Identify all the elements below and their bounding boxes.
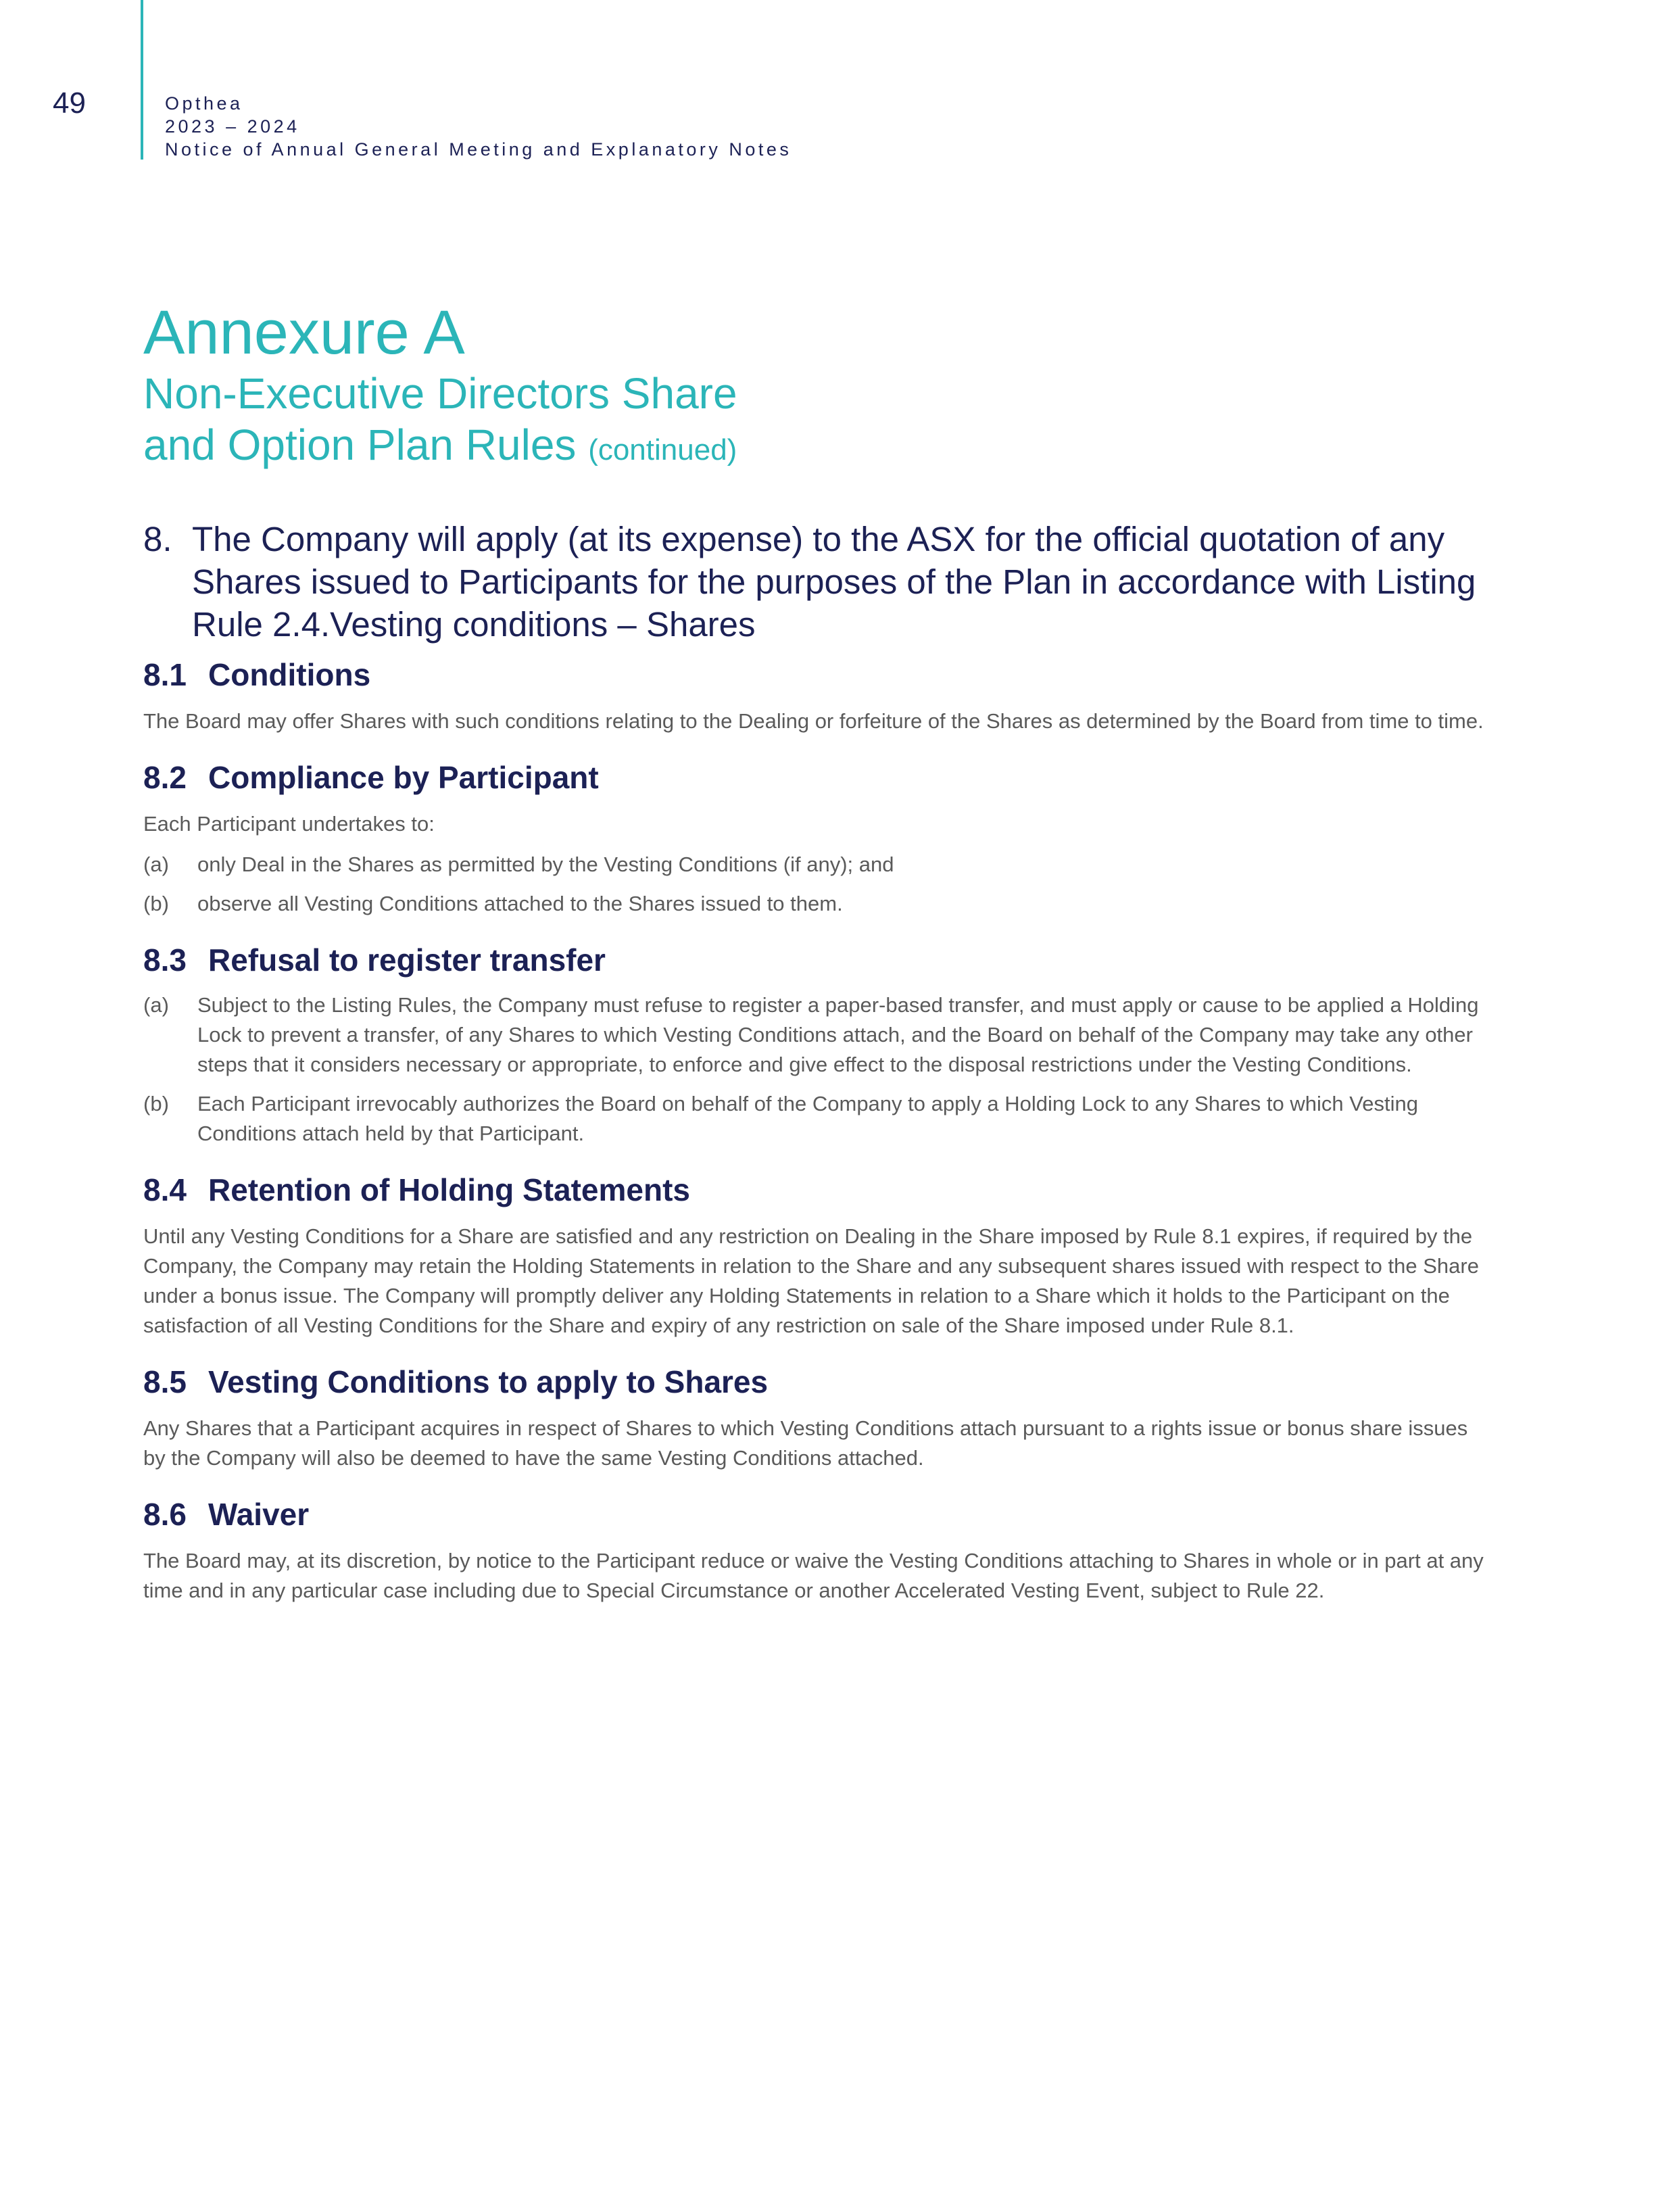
section-8-3 — [143, 940, 1495, 1149]
list-item-text: observe all Vesting Conditions attached to the Shares issued to them. — [197, 892, 843, 915]
list-item — [143, 850, 1495, 880]
section-8-2-heading — [143, 758, 1495, 797]
section-8-6-title: Waiver — [208, 1497, 310, 1532]
section-8-4-body: Until any Vesting Conditions for a Share are satisfied and any restriction on Dealing in the Share imposed by Rule 8.1 expires, if required by the Company, the Company may retain the Holding Statements in relation to the Share and any subsequent shares issued with respect to the Share under a bonus issue. The Company will promptly deliver any Holding Statements in relation to a Share which it holds to the Participant on the satisfaction of all Vesting Conditions for the Share and expiry of any restriction on sale of the Share imposed under Rule 8.1. — [143, 1224, 1479, 1337]
header-document-title: Notice of Annual General Meeting and Explanatory Notes — [165, 139, 792, 160]
section-8-4-title: Retention of Holding Statements — [208, 1172, 690, 1207]
list-marker: (b) — [143, 1092, 169, 1115]
section-8-number: 8. — [143, 520, 172, 558]
section-8-3-heading — [143, 940, 1495, 980]
section-8-1-title: Conditions — [208, 657, 371, 692]
section-8-text: The Company will apply (at its expense) to the ASX for the official quotation of any Shares issued to Participants for the purposes of the Plan in accordance with Listing Rule 2.4.Vesting conditions – Shares — [192, 520, 1476, 644]
running-header — [165, 92, 792, 161]
section-8-4 — [143, 1170, 1495, 1341]
section-8-2-title: Compliance by Participant — [208, 760, 599, 795]
section-8-6-number: 8.6 — [143, 1497, 187, 1532]
section-8-4-number: 8.4 — [143, 1172, 187, 1207]
annexure-subtitle — [143, 368, 1495, 476]
annexure-title: Annexure A — [143, 298, 465, 367]
list-item — [143, 990, 1495, 1080]
section-8-5-heading — [143, 1362, 1495, 1401]
list-marker: (b) — [143, 892, 169, 915]
list-item-text: Subject to the Listing Rules, the Company must refuse to register a paper-based transfer, and must apply or cause to be applied a Holding Lock to prevent a transfer, of any Shares to which Vesting Conditions attach, and the Board on behalf of the Company may take any other steps that it considers necessary or appropriate, to enforce and give effect to the disposal restrictions under the Vesting Conditions. — [197, 993, 1479, 1076]
section-8-6 — [143, 1495, 1495, 1606]
section-8-1-number: 8.1 — [143, 657, 187, 692]
section-8-4-heading — [143, 1170, 1495, 1209]
section-8-5-title: Vesting Conditions to apply to Shares — [208, 1364, 769, 1399]
header-divider — [141, 0, 143, 160]
header-years: 2023 – 2024 — [165, 116, 300, 137]
section-8-2-intro: Each Participant undertakes to: — [143, 812, 435, 836]
list-item-text: Each Participant irrevocably authorizes the Board on behalf of the Company to apply a Holding Lock to any Shares to which Vesting Conditions attach held by that Participant. — [197, 1092, 1418, 1145]
section-8-5-number: 8.5 — [143, 1364, 187, 1399]
section-8-1 — [143, 655, 1495, 736]
list-marker: (a) — [143, 993, 169, 1017]
section-8-heading — [143, 518, 1495, 646]
subtitle-line-1: Non-Executive Directors Share — [143, 369, 737, 418]
list-marker: (a) — [143, 852, 169, 876]
section-8-5 — [143, 1362, 1495, 1473]
continued-label: (continued) — [588, 433, 737, 466]
page-number: 49 — [53, 87, 86, 120]
section-8-3-list — [143, 990, 1495, 1149]
section-8-1-body: The Board may offer Shares with such conditions relating to the Dealing or forfeiture of the Shares as determined by the Board from time to time. — [143, 709, 1484, 733]
section-8-2 — [143, 758, 1495, 919]
section-8-2-list — [143, 850, 1495, 919]
section-8-5-body: Any Shares that a Participant acquires in respect of Shares to which Vesting Conditions attach pursuant to a rights issue or bonus share issues by the Company will also be deemed to have the same Vesting Conditions attached. — [143, 1416, 1468, 1470]
page-content — [143, 297, 1495, 1606]
section-8-3-number: 8.3 — [143, 942, 187, 978]
header-company: Opthea — [165, 93, 243, 114]
list-item — [143, 889, 1495, 919]
list-item — [143, 1089, 1495, 1149]
subtitle-line-2: and Option Plan Rules — [143, 420, 577, 469]
section-8-3-title: Refusal to register transfer — [208, 942, 606, 978]
section-8-2-number: 8.2 — [143, 760, 187, 795]
section-8-6-body: The Board may, at its discretion, by notice to the Participant reduce or waive the Vesting Conditions attaching to Shares in whole or in part at any time and in any particular case including due to Special Circumstance or another Accelerated Vesting Event, subject to Rule 22. — [143, 1549, 1484, 1602]
list-item-text: only Deal in the Shares as permitted by the Vesting Conditions (if any); and — [197, 852, 894, 876]
section-8-6-heading — [143, 1495, 1495, 1534]
section-8-1-heading — [143, 655, 1495, 694]
